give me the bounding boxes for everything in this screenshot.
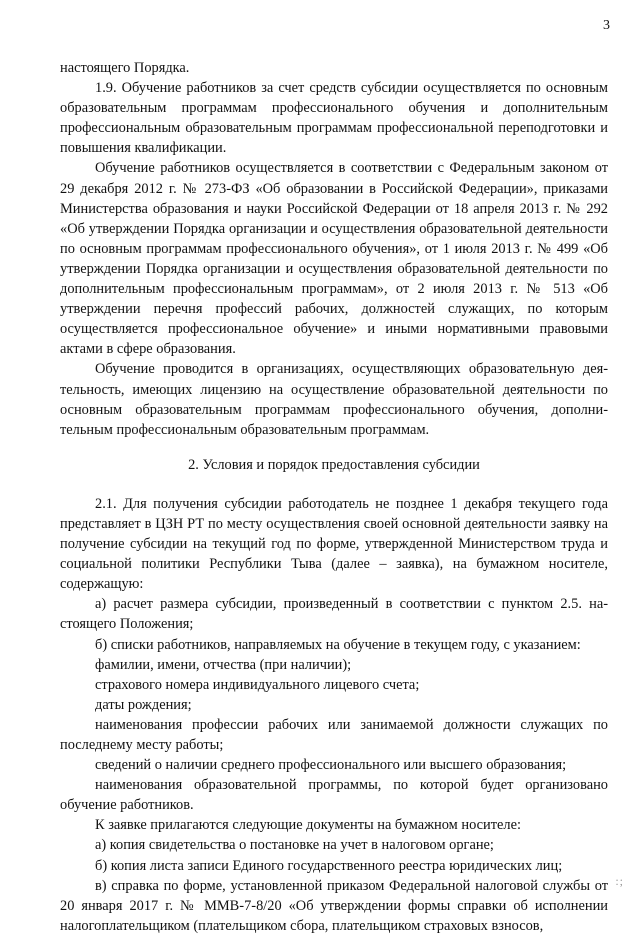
paragraph-2-1: 2.1. Для получения субсидии работодатель не позднее 1 декабря текущего года представляет в ЦЗН РТ по месту осуществления своей основной деятельности заявку на получение субсидии на текущий год по форме, утвержденной Министерством труда и социальной политики Республики Тыва (далее – заявка), на бумажном носителе, содержащую: xyxy=(60,495,608,593)
list-subitem-birthdate: даты рождения; xyxy=(95,696,192,713)
list-subitem-program: наименования образовательной программы, по которой будет организовано обучение работников. xyxy=(60,777,608,814)
paragraph-1-9: 1.9. Обучение работников за счет средств субсидии осуществляется по основным образовательным программам профессионального обучения и дополнительным профессиональным образовательным программам профессиональной переподготовки и повышения квалификации. xyxy=(60,80,608,157)
list-item-a: а) расчет размера субсидии, произведенный в соответствии с пунктом 2.5. настоящего Положения; xyxy=(60,596,608,633)
list-subitem-snils: страхового номера индивидуального лицевого счета; xyxy=(95,676,420,693)
document-body xyxy=(60,58,608,936)
list-item-b: б) списки работников, направляемых на обучение в текущем году, с указанием: xyxy=(95,636,581,653)
paragraph-attachments: К заявке прилагаются следующие документы на бумажном носителе: xyxy=(95,817,521,834)
corner-mark: :; xyxy=(615,874,624,888)
attachment-item-b: б) копия листа записи Единого государственного реестра юридических лиц; xyxy=(95,857,563,874)
paragraph-training-organizations: Обучение проводится в организациях, осуществляющих образовательную деятельность, имеющих лицензию на осуществление образовательной деятельности по основным образовательным программам профессионального обучения, дополнительным профессиональным образовательным программам. xyxy=(60,361,608,438)
section-heading: 2. Условия и порядок предоставления субсидии xyxy=(188,456,480,473)
attachment-item-c: в) справка по форме, установленной приказом Федеральной налоговой службы от 20 января 2017 г. № ММВ-7-8/20 «Об утверждении формы справки об исполнении налогоплательщиком (плательщиком сбора, плательщиком страховых взносов, xyxy=(60,877,608,934)
list-subitem-profession: наименования профессии рабочих или занимаемой должности служащих по последнему месту работы; xyxy=(60,716,608,753)
list-subitem-education: сведений о наличии среднего профессионального или высшего образования; xyxy=(95,757,567,774)
page-number: 3 xyxy=(603,18,610,33)
paragraph-continuation: настоящего Порядка. xyxy=(60,60,190,76)
attachment-item-a: а) копия свидетельства о постановке на учет в налоговом органе; xyxy=(95,837,494,854)
paragraph-training-basis: Обучение работников осуществляется в соответствии с Федеральным законом от 29 декабря 2012 г. № 273-ФЗ «Об образовании в Российской Федерации», приказами Министерства образования и науки Российской Федерации от 18 апреля 2013 г. № 292 «Об утверждении Порядка организации и осуществления образовательной деятельности по основным программам профессионального обучения», от 1 июля 2013 г. № 499 «Об утверждении Порядка организации и осуществления образовательной деятельности по дополнительным профессиональным программам», от 2 июля 2013 г. № 513 «Об утверждении перечня профессий рабочих, должностей служащих, по которым осуществляется профессиональное обучение» и иными нормативными правовыми актами в сфере образования. xyxy=(60,160,608,358)
list-subitem-name: фамилии, имени, отчества (при наличии); xyxy=(95,656,352,673)
